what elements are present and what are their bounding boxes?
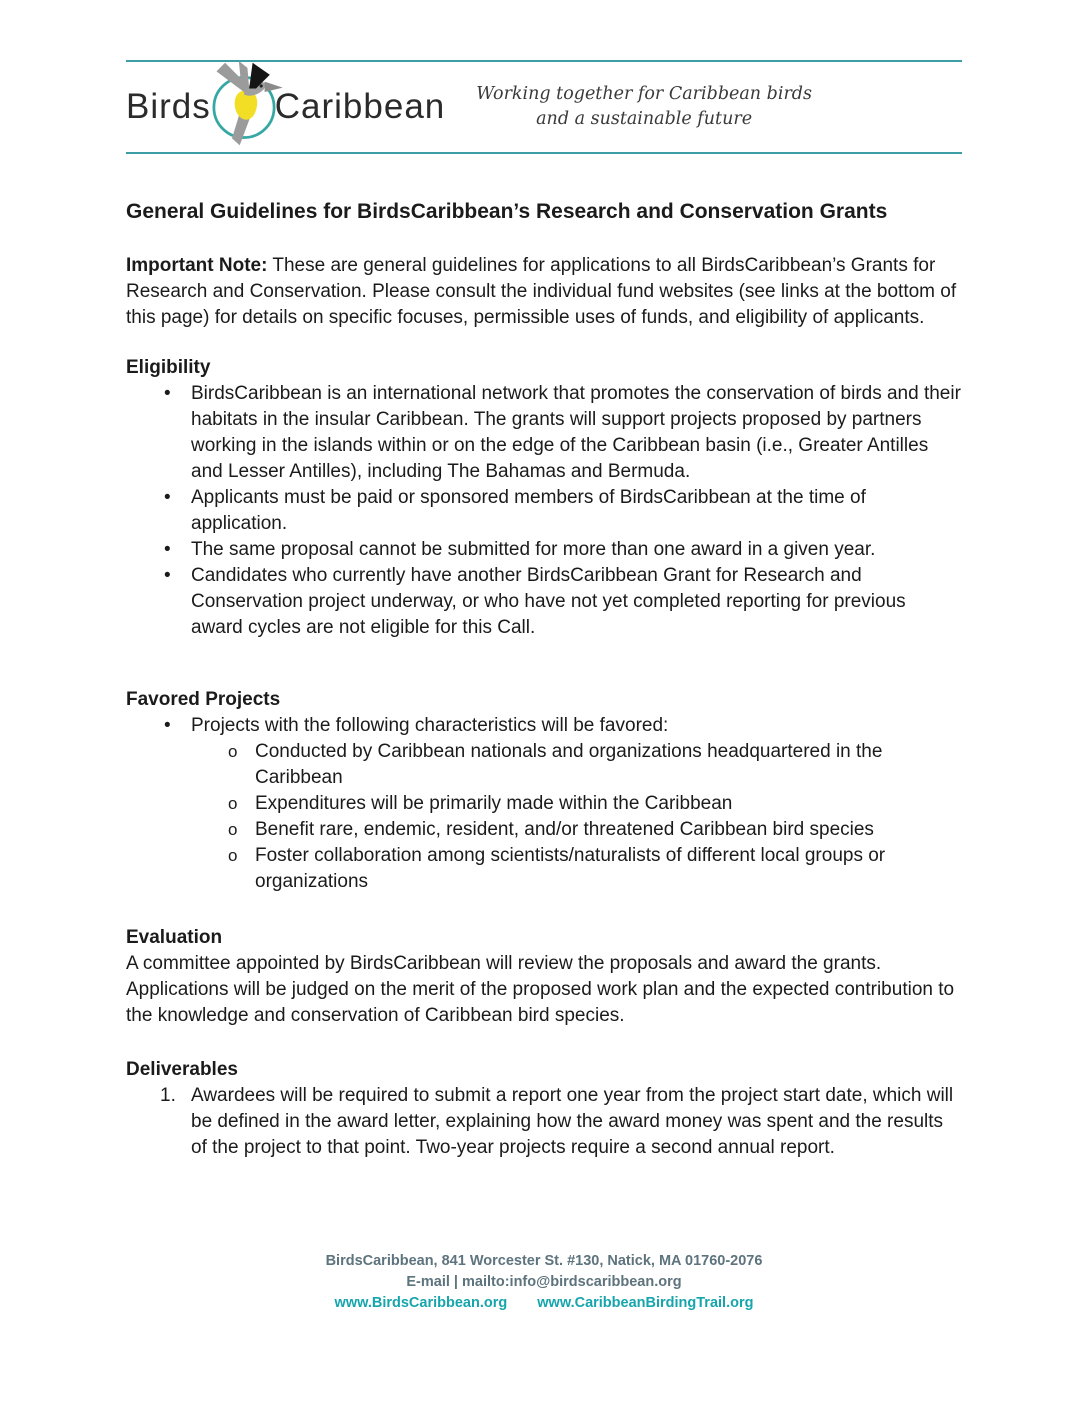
- list-item: [126, 381, 962, 485]
- sub-list-item: [126, 739, 962, 791]
- important-note-body: These are general guidelines for applications to all BirdsCaribbean’s Grants for Research and Conservation. Please consult the individual fund websites (see links at the bottom of this page) for details on specific focuses, permissible uses of funds, and eligibility of applicants.: [126, 255, 957, 328]
- list-item-text: The same proposal cannot be submitted for more than one award in a given year.: [191, 539, 876, 560]
- evaluation-paragraph: A committee appointed by BirdsCaribbean will review the proposals and award the grants. Applications will be judged on the merit of the proposed work plan and the expected contribution to the knowledge and conservation of Caribbean bird species.: [126, 953, 955, 1026]
- sub-bullet-icon: o: [228, 846, 238, 865]
- important-note-label: Important Note:: [126, 255, 268, 276]
- sub-bullet-icon: o: [228, 820, 238, 839]
- list-item: [126, 485, 962, 537]
- sub-bullet-icon: o: [228, 742, 238, 761]
- list-item: [126, 563, 962, 641]
- footer-links: [0, 1293, 1088, 1314]
- link-caribbeanbirdingtrail-org[interactable]: www.CaribbeanBirdingTrail.org: [537, 1295, 754, 1311]
- bullet-icon: •: [164, 383, 171, 404]
- section-heading-deliverables: Deliverables: [126, 1059, 238, 1080]
- tagline: [476, 82, 812, 132]
- section-heading-eligibility: Eligibility: [126, 357, 211, 378]
- bullet-icon: •: [164, 487, 171, 508]
- favored-projects-list: [126, 713, 962, 895]
- sub-list-item-text: Benefit rare, endemic, resident, and/or threatened Caribbean bird species: [255, 819, 874, 840]
- section-heading-favored-projects: Favored Projects: [126, 689, 281, 710]
- list-item-text: Candidates who currently have another BirdsCaribbean Grant for Research and Conservation project underway, or who have not yet completed reporting for previous award cycles are not eligible for this Call.: [191, 565, 906, 638]
- list-item-text: BirdsCaribbean is an international network that promotes the conservation of birds and their habitats in the insular Caribbean. The grants will support projects proposed by partners working in the islands within or on the edge of the Caribbean basin (i.e., Greater Antilles and Lesser Antilles), including The Bahamas and Bermuda.: [191, 383, 961, 482]
- tagline-line1: Working together for Caribbean birds: [476, 84, 812, 104]
- sub-list-item-text: Conducted by Caribbean nationals and organizations headquartered in the Caribbean: [255, 741, 883, 788]
- footer-address: BirdsCaribbean, 841 Worcester St. #130, Natick, MA 01760-2076: [325, 1253, 763, 1269]
- list-item: [126, 713, 962, 739]
- link-birdscaribbean-org[interactable]: www.BirdsCaribbean.org: [334, 1295, 508, 1311]
- bullet-icon: •: [164, 565, 171, 586]
- important-note-paragraph: [126, 253, 962, 331]
- sub-bullet-icon: o: [228, 794, 238, 813]
- numbered-list-item: [126, 1083, 962, 1161]
- header: [126, 60, 962, 154]
- sub-list-item: [126, 791, 962, 817]
- bird-icon: [201, 61, 287, 147]
- bullet-icon: •: [164, 715, 171, 736]
- list-item: [126, 537, 962, 563]
- numbered-list-item-text: Awardees will be required to submit a report one year from the project start date, which will be defined in the award letter, explaining how the award money was spent and the results of the project to that point. Two-year projects require a second annual report.: [191, 1085, 954, 1158]
- logo-text-caribbean: Caribbean: [274, 87, 446, 126]
- section-heading-evaluation: Evaluation: [126, 927, 223, 948]
- sub-list-item: [126, 817, 962, 843]
- sub-list-item-text: Foster collaboration among scientists/naturalists of different local groups or organizations: [255, 845, 886, 892]
- page-title: General Guidelines for BirdsCaribbean’s Research and Conservation Grants: [126, 200, 888, 223]
- footer: [0, 1251, 1088, 1314]
- list-number: 1.: [160, 1085, 176, 1106]
- list-item-text: Applicants must be paid or sponsored members of BirdsCaribbean at the time of application.: [191, 487, 866, 534]
- eligibility-list: [126, 381, 962, 641]
- footer-email: E-mail | mailto:info@birdscaribbean.org: [406, 1274, 682, 1290]
- list-item-text: Projects with the following characteristics will be favored:: [191, 715, 669, 736]
- sub-list-item-text: Expenditures will be primarily made within the Caribbean: [255, 793, 733, 814]
- logo-text-birds: Birds: [126, 87, 211, 126]
- bullet-icon: •: [164, 539, 171, 560]
- deliverables-list: [126, 1083, 962, 1161]
- birdscaribbean-logo: [126, 67, 445, 147]
- sub-list-item: [126, 843, 962, 895]
- tagline-line2: and a sustainable future: [536, 109, 753, 129]
